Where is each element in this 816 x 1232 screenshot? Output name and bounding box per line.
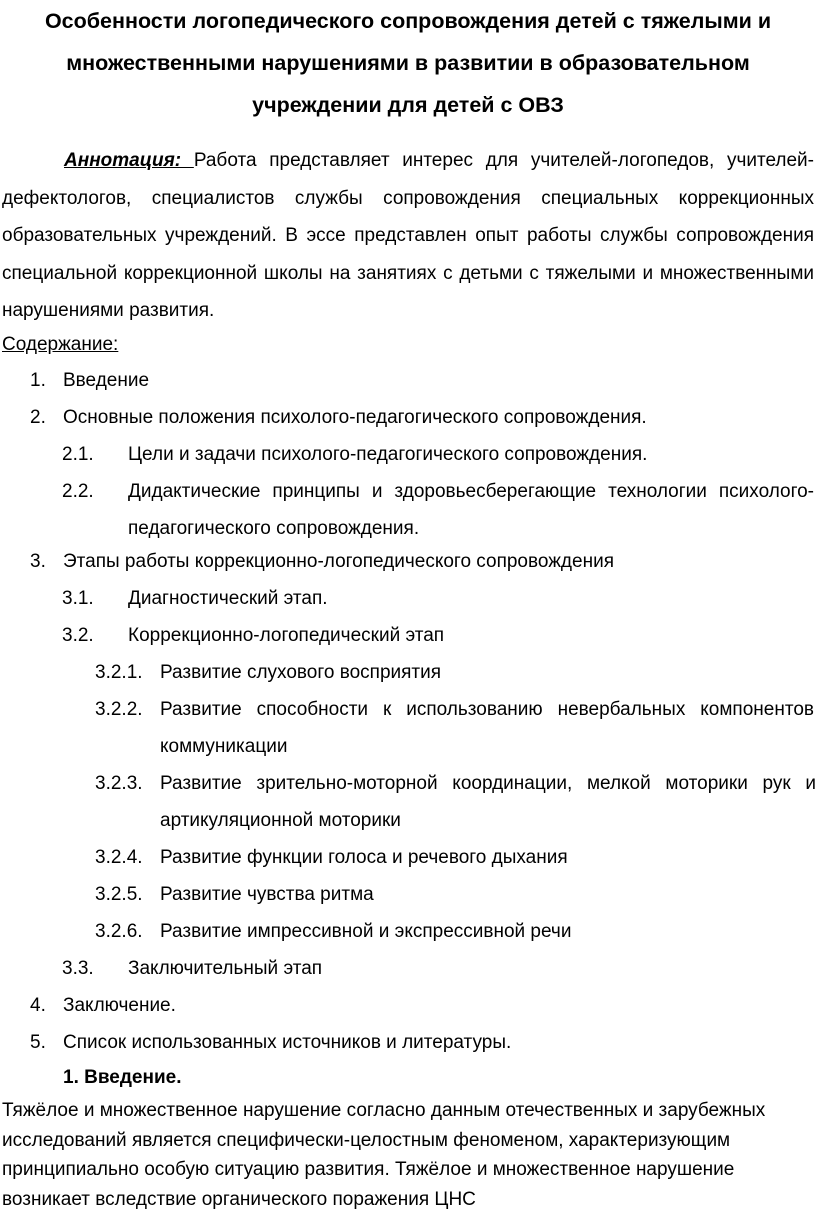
- toc-item-number: 4.: [30, 995, 46, 1016]
- toc-item-number: 5.: [30, 1032, 46, 1053]
- toc-item-text: Заключительный этап: [128, 958, 323, 979]
- toc-item-text: Развитие импрессивной и экспрессивной речи: [160, 921, 572, 942]
- annotation-text: Работа представляет интерес для учителей-логопедов, учителей-дефектологов, специалистов службы сопровождения специальных коррекционных образовательных учреждений. В эссе представлен опыт работы службы сопровождения специальной коррекционной школы на занятиях с детьми с тяжелыми и множественными нарушениями развития.: [2, 150, 814, 321]
- toc-item-text: Развитие функции голоса и речевого дыхания: [160, 847, 568, 868]
- toc-item-text: Диагностический этап.: [128, 588, 328, 609]
- toc-item-number: 3.1.: [62, 588, 94, 609]
- toc-item-text: Этапы работы коррекционно-логопедического сопровождения: [63, 551, 614, 572]
- intro-paragraph: Тяжёлое и множественное нарушение согласно данным отечественных и зарубежных исследований является специфически-целостным феноменом, характеризующим принципиально особую ситуацию развития. Тяжёлое и множественное нарушение возникает вследствие органического поражения ЦНС: [2, 1100, 766, 1210]
- toc-item-text: Развитие чувства ритма: [160, 884, 374, 905]
- toc-item-number: 2.: [30, 407, 46, 428]
- annotation-label: Аннотация:: [64, 150, 194, 171]
- toc-item-text: Коррекционно-логопедический этап: [128, 625, 445, 646]
- toc-item-number: 1.: [30, 370, 46, 391]
- toc-item-number: 3.3.: [62, 958, 94, 979]
- toc-item-number: 2.2.: [62, 481, 94, 502]
- toc-item-number: 3.2.6.: [95, 921, 143, 942]
- document-title: Особенности логопедического сопровождения детей с тяжелыми и множественными нарушениями в развитии в образовательном учреждении для детей с ОВЗ: [44, 9, 772, 117]
- toc-item-number: 3.2.1.: [95, 662, 143, 683]
- toc-item-number: 3.2.5.: [95, 884, 143, 905]
- toc-item-number: 3.2.4.: [95, 847, 143, 868]
- toc-item-number: 3.2.: [62, 625, 94, 646]
- toc-item-number: 2.1.: [62, 444, 94, 465]
- toc-item-text: Дидактические принципы и здоровьесберегающие технологии психолого-педагогического сопровождения.: [128, 481, 814, 539]
- toc-item-text: Развитие способности к использованию невербальных компонентов коммуникации: [160, 699, 814, 757]
- toc-item-text: Основные положения психолого-педагогического сопровождения.: [63, 407, 647, 428]
- toc-item-text: Список использованных источников и литературы.: [63, 1032, 512, 1053]
- toc-item-text: Заключение.: [63, 995, 176, 1016]
- section-heading: 1. Введение.: [63, 1067, 182, 1088]
- toc-item-text: Развитие зрительно-моторной координации, мелкой моторики рук и артикуляционной моторики: [160, 773, 816, 831]
- toc-item-text: Введение: [63, 370, 150, 391]
- toc-item-text: Цели и задачи психолого-педагогического сопровождения.: [128, 444, 648, 465]
- toc-item-text: Развитие слухового восприятия: [160, 662, 442, 683]
- toc-item-number: 3.: [30, 551, 46, 572]
- contents-heading: Содержание:: [2, 334, 119, 355]
- toc-item-number: 3.2.3.: [95, 773, 143, 794]
- annotation-paragraph: [2, 142, 814, 330]
- toc-item-number: 3.2.2.: [95, 699, 143, 720]
